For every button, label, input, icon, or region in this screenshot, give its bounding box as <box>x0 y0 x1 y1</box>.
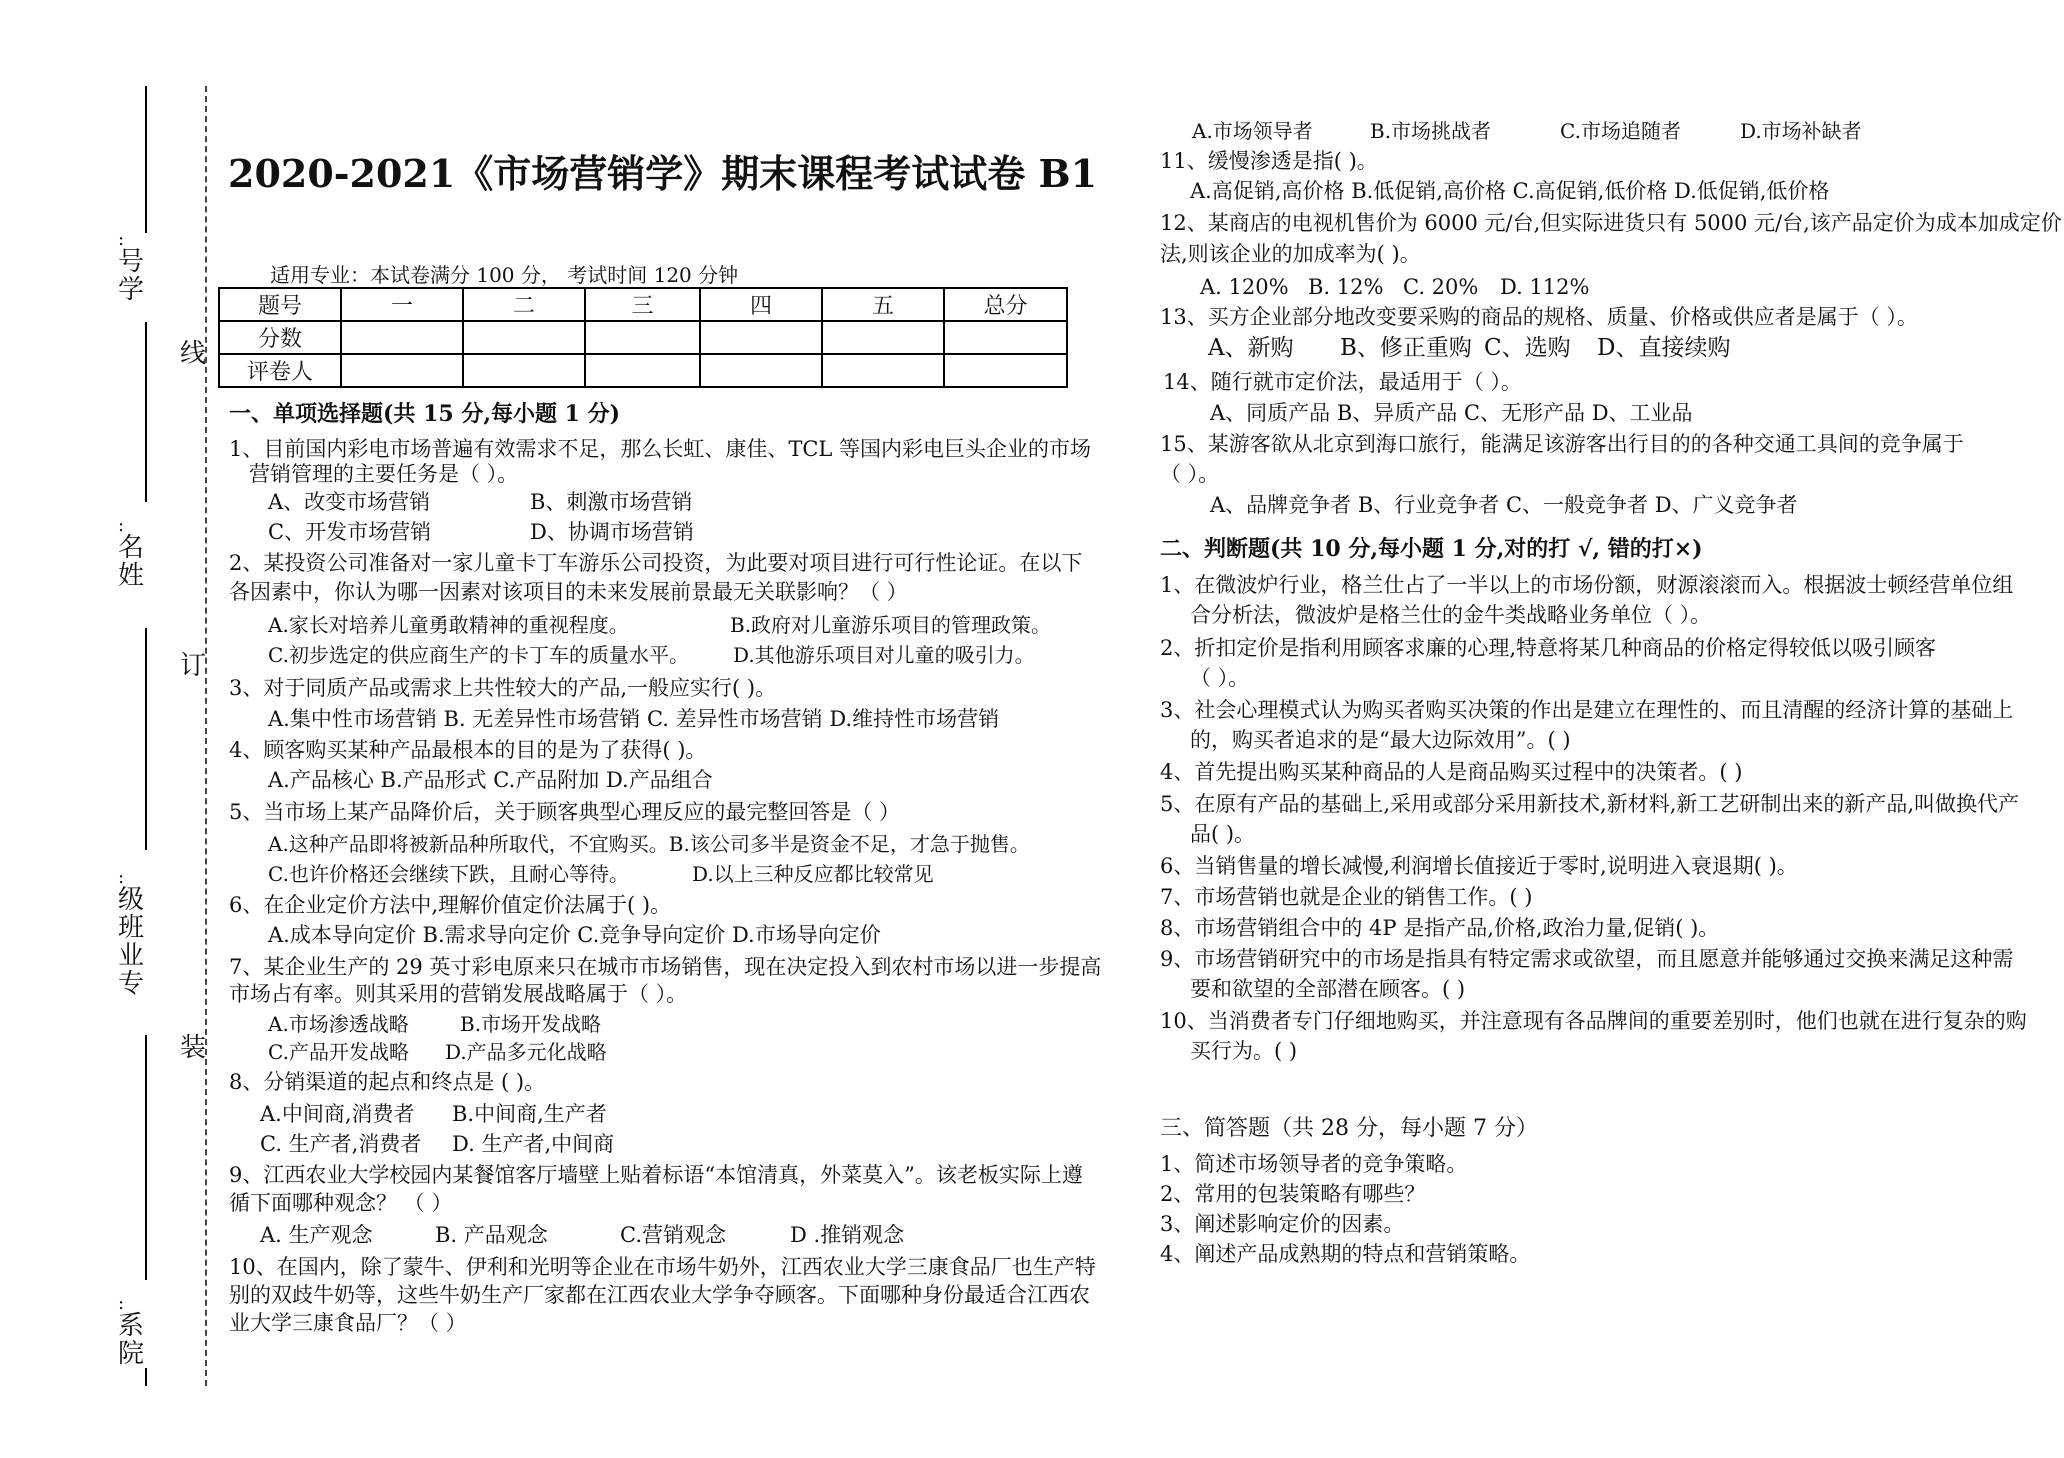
score-cell[interactable] <box>341 321 463 354</box>
question-line: 业大学三康食品厂？（ ） <box>229 1311 467 1335</box>
option-text: D.其他游乐项目对儿童的吸引力。 <box>733 643 1035 667</box>
option-text: C. 生产者,消费者 <box>260 1132 422 1156</box>
score-table-row <box>219 354 1067 387</box>
grader-cell[interactable] <box>822 354 944 387</box>
score-table-header-cell: 四 <box>700 288 822 321</box>
question-line: 5、当市场上某产品降价后，关于顾客典型心理反应的最完整回答是（ ） <box>229 800 901 824</box>
score-cell[interactable] <box>944 321 1067 354</box>
score-table-header-cell: 三 <box>585 288 700 321</box>
score-table-header-row <box>219 288 1067 321</box>
label-department: 系 院 <box>118 1311 145 1369</box>
question-line: 8、市场营销组合中的 4P 是指产品,价格,政治力量,促销( )。 <box>1160 916 1720 940</box>
score-table-header-cell: 一 <box>341 288 463 321</box>
option-text: B.政府对儿童游乐项目的管理政策。 <box>730 613 1052 637</box>
option-text: C.市场追随者 <box>1560 119 1681 143</box>
option-text: A、同质产品 B、异质产品 C、无形产品 D、工业品 <box>1210 401 1693 425</box>
score-table-row <box>219 321 1067 354</box>
label-name: 名 姓 <box>118 533 145 591</box>
option-text: C、选购 <box>1484 335 1571 361</box>
cut-mark-line: 线 <box>180 339 207 369</box>
question-line: 法,则该企业的加成率为( )。 <box>1160 242 1421 266</box>
grader-cell[interactable] <box>463 354 585 387</box>
question-line: 1、目前国内彩电市场普遍有效需求不足，那么长虹、康佳、TCL 等国内彩电巨头企业的市场 <box>229 437 1092 461</box>
question-line: 7、某企业生产的 29 英寸彩电原来只在城市市场销售，现在决定投入到农村市场以进一步提高 <box>229 955 1102 979</box>
option-text: C、开发市场营销 <box>268 520 432 544</box>
option-text: A.成本导向定价 B.需求导向定价 C.竞争导向定价 D.市场导向定价 <box>268 923 881 947</box>
question-line: 1、简述市场领导者的竞争策略。 <box>1160 1152 1468 1176</box>
option-text: C.初步选定的供应商生产的卡丁车的质量水平。 <box>268 643 689 667</box>
question-line: 11、缓慢渗透是指( )。 <box>1160 149 1378 173</box>
option-text: C.也许价格还会继续下跌，且耐心等待。 <box>268 862 629 886</box>
option-text: A、改变市场营销 <box>268 490 431 514</box>
question-line: 1、在微波炉行业，格兰仕占了一半以上的市场份额，财源滚滚而入。根据波士顿经营单位组 <box>1160 573 2014 597</box>
question-line: （ ）。 <box>1190 666 1250 690</box>
question-line: 4、首先提出购买某种商品的人是商品购买过程中的决策者。( ) <box>1160 760 1743 784</box>
question-line: 15、某游客欲从北京到海口旅行，能满足该游客出行目的的各种交通工具间的竞争属于 <box>1160 432 1964 456</box>
question-line: 14、随行就市定价法，最适用于（ ）。 <box>1163 370 1522 394</box>
question-line: 2、折扣定价是指利用顾客求廉的心理,特意将某几种商品的价格定得较低以吸引顾客 <box>1160 636 1937 660</box>
option-text: B、刺激市场营销 <box>530 490 693 514</box>
margin-rule <box>145 1035 147 1280</box>
question-line: 营销管理的主要任务是（ ）。 <box>249 462 519 486</box>
option-text: D.以上三种反应都比较常见 <box>692 862 934 886</box>
score-table-header-cell: 题号 <box>219 288 341 321</box>
score-table-header-cell: 五 <box>822 288 944 321</box>
score-cell[interactable] <box>700 321 822 354</box>
option-text: A.产品核心 B.产品形式 C.产品附加 D.产品组合 <box>268 768 713 792</box>
question-line: 2、常用的包装策略有哪些？ <box>1160 1182 1426 1206</box>
question-line: 的，购买者追求的是“最大边际效用”。( ) <box>1190 728 1571 752</box>
colon: : <box>118 229 125 250</box>
question-line: 3、阐述影响定价的因素。 <box>1160 1212 1405 1236</box>
question-line: 6、在企业定价方法中,理解价值定价法属于( )。 <box>229 893 672 917</box>
option-text: C.营销观念 <box>620 1223 726 1247</box>
score-table-header-cell: 总分 <box>944 288 1067 321</box>
exam-info: 适用专业：本试卷满分 100 分， 考试时间 120 分钟 <box>270 263 739 287</box>
option-text: A、新购 <box>1208 335 1294 361</box>
option-text: B. 12% <box>1308 275 1384 299</box>
grader-cell[interactable] <box>700 354 822 387</box>
question-line: 别的双歧牛奶等，这些牛奶生产厂家都在江西农业大学争夺顾客。下面哪种身份最适合江西农 <box>229 1283 1090 1307</box>
question-line: 品( )。 <box>1190 822 1256 846</box>
margin-label-name <box>118 515 145 591</box>
question-line: 市场占有率。则其采用的营销发展战略属于（ ）。 <box>229 982 688 1006</box>
question-line: 5、在原有产品的基础上,采用或部分采用新技术,新材料,新工艺研制出来的新产品,叫做换代产 <box>1160 792 2020 816</box>
option-text: B.市场挑战者 <box>1370 119 1492 143</box>
question-line: 循下面哪种观念？ （ ） <box>229 1191 453 1215</box>
score-table-row-label: 评卷人 <box>219 354 341 387</box>
option-text: A.这种产品即将被新品种所取代，不宜购买。B.该公司多半是资金不足，才急于抛售。 <box>268 832 1030 856</box>
question-line: 买行为。( ) <box>1190 1039 1298 1063</box>
option-text: B.中间商,生产者 <box>452 1102 607 1126</box>
option-text: D、协调市场营销 <box>530 520 694 544</box>
option-text: B. 产品观念 <box>435 1223 548 1247</box>
section-heading: 三、简答题（共 28 分，每小题 7 分） <box>1160 1116 1538 1141</box>
margin-rule <box>145 86 147 233</box>
question-line: 合分析法，微波炉是格兰仕的金牛类战略业务单位（ ）。 <box>1190 603 1712 627</box>
margin-rule <box>145 628 147 850</box>
colon: : <box>118 1293 125 1314</box>
score-table-row-label: 分数 <box>219 321 341 354</box>
option-text: A.高促销,高价格 B.低促销,高价格 C.高促销,低价格 D.低促销,低价格 <box>1190 179 1830 203</box>
question-line: 4、阐述产品成熟期的特点和营销策略。 <box>1160 1242 1531 1266</box>
colon: : <box>118 515 125 536</box>
option-text: C. 20% <box>1403 275 1479 299</box>
option-text: A.市场领导者 <box>1192 119 1313 143</box>
margin-label-class-major <box>118 867 145 999</box>
margin-label-department <box>118 1293 145 1369</box>
option-text: B、修正重购 <box>1340 335 1472 361</box>
score-cell[interactable] <box>585 321 700 354</box>
question-line: 各因素中，你认为哪一因素对该项目的未来发展前景最无关联影响？（ ） <box>229 580 908 604</box>
cut-mark-ding: 订 <box>180 651 207 681</box>
question-line: 7、市场营销也就是企业的销售工作。( ) <box>1160 885 1533 909</box>
option-text: A.中间商,消费者 <box>260 1102 415 1126</box>
question-line: 3、对于同质产品或需求上共性较大的产品,一般应实行( )。 <box>229 676 777 700</box>
option-text: A. 120% <box>1200 275 1289 299</box>
question-line: 6、当销售量的增长减慢,利润增长值接近于零时,说明进入衰退期( )。 <box>1160 854 1798 878</box>
grader-cell[interactable] <box>944 354 1067 387</box>
option-text: A.集中性市场营销 B. 无差异性市场营销 C. 差异性市场营销 D.维持性市场营销 <box>268 707 1000 731</box>
question-line: 13、买方企业部分地改变要采购的商品的规格、质量、价格或供应者是属于（ ）。 <box>1160 305 1918 329</box>
option-text: D、直接续购 <box>1597 335 1731 361</box>
question-line: 8、分销渠道的起点和终点是 ( )。 <box>229 1070 546 1094</box>
option-text: A.市场渗透战略 <box>268 1012 409 1036</box>
question-line: 3、社会心理模式认为购买者购买决策的作出是建立在理性的、而且清醒的经济计算的基础上 <box>1160 698 2014 722</box>
question-line: 12、某商店的电视机售价为 6000 元/台,但实际进货只有 5000 元/台,该产品定价为成本加成定价 <box>1160 211 2062 235</box>
section-heading: 一、单项选择题(共 15 分,每小题 1 分) <box>229 401 621 427</box>
question-line: 要和欲望的全部潜在顾客。( ) <box>1190 977 1466 1001</box>
option-text: A、品牌竞争者 B、行业竞争者 C、一般竞争者 D、广义竞争者 <box>1210 493 1798 517</box>
label-student-no: 号 学 <box>118 247 145 305</box>
label-class-major: 级 班 业 专 <box>118 885 145 999</box>
score-table <box>218 287 1068 388</box>
option-text: D .推销观念 <box>790 1223 905 1247</box>
cut-mark-zhuang: 装 <box>180 1033 207 1063</box>
option-text: B.市场开发战略 <box>460 1012 602 1036</box>
option-text: D. 生产者,中间商 <box>452 1132 615 1156</box>
colon: : <box>118 867 125 888</box>
option-text: A.家长对培养儿童勇敢精神的重视程度。 <box>268 613 629 637</box>
grader-cell[interactable] <box>585 354 700 387</box>
option-text: A. 生产观念 <box>260 1223 373 1247</box>
question-line: 10、当消费者专门仔细地购买，并注意现有各品牌间的重要差别时，他们也就在进行复杂的购 <box>1160 1009 2027 1033</box>
section-heading: 二、判断题(共 10 分,每小题 1 分,对的打 √, 错的打×) <box>1160 536 1703 562</box>
page-title: 2020-2021《市场营销学》期末课程考试试卷 B1 <box>228 151 1098 196</box>
margin-rule <box>145 322 147 502</box>
question-line: 2、某投资公司准备对一家儿童卡丁车游乐公司投资，为此要对项目进行可行性论证。在以下 <box>229 551 1083 575</box>
binding-dashed-line <box>205 86 207 1386</box>
option-text: D.产品多元化战略 <box>445 1040 607 1064</box>
margin-rule <box>145 1368 147 1386</box>
question-line: 9、市场营销研究中的市场是指具有特定需求或欲望，而且愿意并能够通过交换来满足这种需 <box>1160 947 2014 971</box>
grader-cell[interactable] <box>341 354 463 387</box>
option-text: D.市场补缺者 <box>1740 119 1862 143</box>
score-cell[interactable] <box>822 321 944 354</box>
question-line: 4、顾客购买某种产品最根本的目的是为了获得( )。 <box>229 738 707 762</box>
score-cell[interactable] <box>463 321 585 354</box>
option-text: D. 112% <box>1500 275 1590 299</box>
margin-label-student-no <box>118 229 145 305</box>
question-line: （ ）。 <box>1160 462 1220 486</box>
score-table-header-cell: 二 <box>463 288 585 321</box>
question-line: 10、在国内，除了蒙牛、伊利和光明等企业在市场牛奶外，江西农业大学三康食品厂也生产特 <box>229 1255 1096 1279</box>
question-line: 9、江西农业大学校园内某餐馆客厅墙壁上贴着标语“本馆清真，外菜莫入”。该老板实际上遵 <box>229 1163 1083 1187</box>
option-text: C.产品开发战略 <box>268 1040 409 1064</box>
